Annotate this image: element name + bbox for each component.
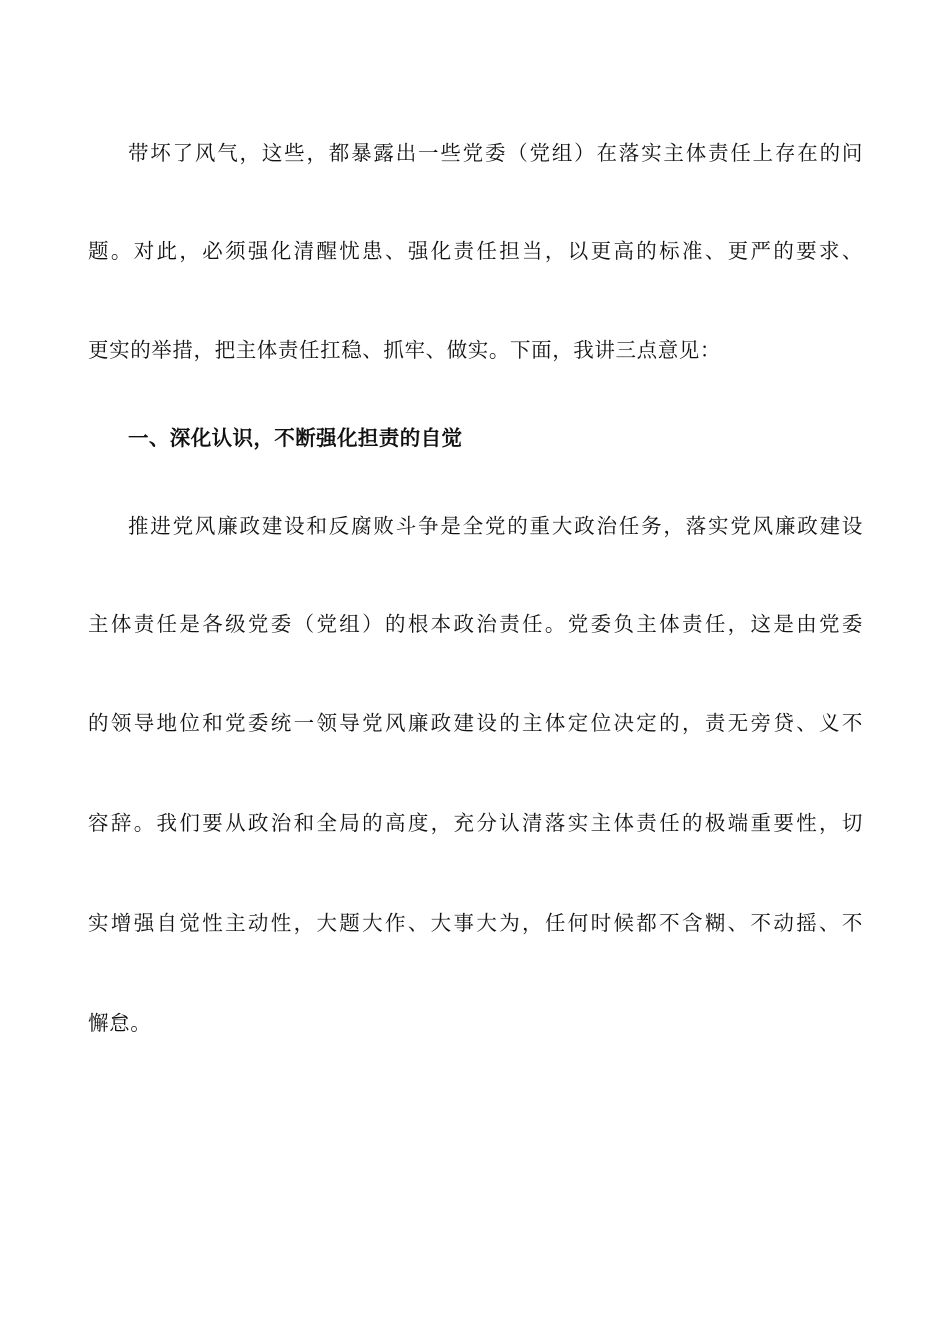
paragraph-line: 容辞。我们要从政治和全局的高度，充分认清落实主体责任的极端重要性，切 bbox=[88, 811, 863, 835]
paragraph-line: 带坏了风气，这些，都暴露出一些党委（党组）在落实主体责任上存在的问 bbox=[128, 141, 863, 165]
paragraph-line: 主体责任是各级党委（党组）的根本政治责任。党委负主体责任，这是由党委 bbox=[88, 612, 863, 636]
paragraph-line: 推进党风廉政建设和反腐败斗争是全党的重大政治任务，落实党风廉政建设 bbox=[128, 514, 863, 538]
paragraph-line: 更实的举措，把主体责任扛稳、抓牢、做实。下面，我讲三点意见： bbox=[88, 338, 721, 362]
paragraph-line: 实增强自觉性主动性，大题大作、大事大为，任何时候都不含糊、不动摇、不 bbox=[88, 911, 863, 935]
paragraph-line: 题。对此，必须强化清醒忧患、强化责任担当，以更高的标准、更严的要求、 bbox=[88, 239, 863, 263]
section-heading: 一、深化认识，不断强化担责的自觉 bbox=[128, 426, 463, 450]
paragraph-line: 的领导地位和党委统一领导党风廉政建设的主体定位决定的，责无旁贷、义不 bbox=[88, 711, 863, 735]
paragraph-line: 懈怠。 bbox=[88, 1011, 152, 1035]
